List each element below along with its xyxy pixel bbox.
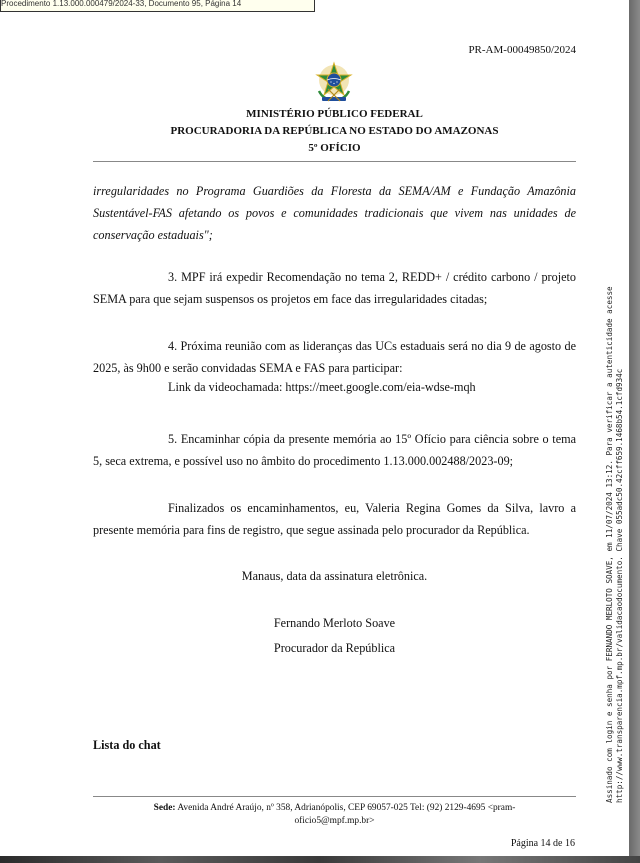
chat-list-title: Lista do chat — [93, 738, 161, 752]
footer-address — [93, 802, 576, 828]
signature-authentication-note — [605, 286, 625, 803]
coat-ribbon — [322, 97, 346, 101]
footer-address-line1: Avenida André Araújo, nº 358, Adrianópolis, CEP 69057-025 Tel: (92) 2129-4695 <pram- — [177, 803, 516, 813]
paragraph-item-5: 5. Encaminhar cópia da presente memória ao 15º Ofício para ciência sobre o tema 5, seca extrema, e possível uso no âmbito do procedimento 1.13.000.002488/2023-09; — [93, 432, 576, 468]
bottom-background-strip — [0, 856, 640, 863]
page-number: Página 14 de 16 — [510, 838, 575, 849]
document-id: PR-AM-00049850/2024 — [468, 44, 576, 56]
header-divider — [93, 161, 576, 162]
top-banner: Procedimento 1.13.000.000479/2024-33, Documento 95, Página 14 — [0, 0, 315, 12]
header-office: 5º OFÍCIO — [308, 142, 361, 154]
paragraph-item-4: 4. Próxima reunião com as lideranças das UCs estaduais será no dia 9 de agosto de 2025, às 9h00 e serão convidadas SEMA e FAS para participar: — [93, 339, 576, 375]
videocall-link: Link da videochamada: https://meet.google.com/eia-wdse-mqh — [168, 380, 476, 394]
coat-center-disc — [327, 73, 341, 87]
header-ministry: MINISTÉRIO PÚBLICO FEDERAL — [246, 108, 423, 120]
side-note-line2: http://www.transparencia.mpf.mp.br/validacaodocumento. Chave 055adc50.42cff659.1468b54.1cfd934c — [615, 368, 624, 803]
page-edge-shadow — [629, 0, 640, 863]
paragraph-closing: Finalizados os encaminhamentos, eu, Valeria Regina Gomes da Silva, lavro a presente memória para fins de registro, que segue assinada pelo procurador da República. — [93, 501, 576, 537]
footer-label: Sede: — [153, 803, 176, 813]
header-procuradoria: PROCURADORIA DA REPÚBLICA NO ESTADO DO AMAZONAS — [170, 125, 499, 137]
footer-divider — [93, 796, 576, 797]
place-and-date: Manaus, data da assinatura eletrônica. — [241, 569, 428, 583]
side-note-line1: Assinado com login e senha por FERNANDO MERLOTO SOAVE, em 11/07/2024 13:12. Para verificar a autenticidade acesse — [605, 286, 614, 803]
paragraph-item-3: 3. MPF irá expedir Recomendação no tema 2, REDD+ / crédito carbono / projeto SEMA para que sejam suspensos os projetos em face das irregularidades citadas; — [93, 270, 576, 306]
footer-address-line2: oficio5@mpf.mp.br> — [294, 816, 375, 826]
signer-role: Procurador da República — [273, 641, 396, 655]
brazil-coat-of-arms-icon — [314, 61, 354, 103]
paragraph-continuation: irregularidades no Programa Guardiões da Floresta da SEMA/AM e Fundação Amazônia Sustentável-FAS afetando os povos e comunidades tradicionais que vivem nas unidades de conservação estaduais"; — [93, 184, 576, 242]
signer-name: Fernando Merloto Soave — [273, 616, 396, 630]
